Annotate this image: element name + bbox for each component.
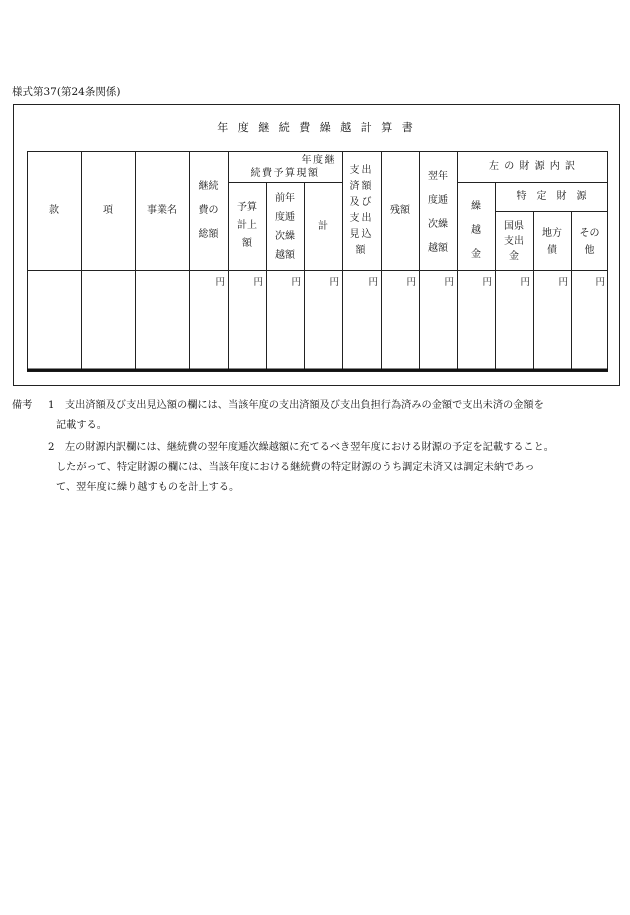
form-label: 様式第37(第24条関係): [12, 86, 121, 98]
header-yosan-keijo: 予算 計上 額: [237, 202, 257, 249]
note-1-line-2: 記載する。: [56, 420, 107, 431]
carryover-table: [27, 151, 608, 373]
header-kurikoshikin: 繰 越 金: [471, 201, 481, 260]
unit-zangaku: 円: [406, 277, 416, 288]
header-kei: 計: [318, 221, 328, 232]
unit-kokuken: 円: [520, 277, 530, 288]
unit-chihousai: 円: [558, 277, 568, 288]
unit-sonota: 円: [595, 277, 605, 288]
header-tokutei-group: 特 定 財 源: [516, 191, 587, 202]
header-kou: 項: [103, 205, 113, 216]
header-kan: 款: [49, 205, 59, 216]
unit-kurikoshikin: 円: [482, 277, 492, 288]
header-keizoku-soukaku: 継続 費の 総額: [198, 181, 219, 240]
note-2-line-1: 左の財源内訳欄には、継続費の翌年度逓次繰越額に充てるべき翌年度における財源の予定を記載すること。: [65, 442, 554, 453]
header-zangaku: 残額: [390, 205, 410, 216]
header-zennen-kurikoshi: 前年 度逓 次繰 越額: [275, 193, 295, 261]
note-1-number: 1: [48, 400, 55, 411]
unit-yosan-keijo: 円: [253, 277, 263, 288]
header-shishutsu: 支出 済額 及び 支出 見込 額: [349, 165, 374, 256]
note-2-number: 2: [48, 442, 55, 453]
header-yokunen-kurikoshi: 翌年 度逓 次繰 越額: [428, 171, 448, 254]
form-frame: [13, 104, 620, 386]
note-2-line-2: したがって、特定財源の欄には、当該年度における継続費の特定財源のうち調定未済又は調定未納であっ: [56, 462, 535, 473]
header-kokuken: 国県 支出 金: [504, 221, 524, 262]
header-sonota: その 他: [579, 228, 600, 256]
form-title: 年 度 継 続 費 繰 越 計 算 書: [217, 121, 416, 134]
notes-heading: 備考: [12, 400, 33, 411]
unit-shishutsu: 円: [368, 277, 378, 288]
note-2-line-3: て、翌年度に繰り越すものを計上する。: [56, 482, 240, 493]
unit-zennen-kurikoshi: 円: [291, 277, 301, 288]
header-zaigen-group: 左 の 財 源 内 訳: [489, 161, 576, 172]
note-1-line-1: 支出済額及び支出見込額の欄には、当該年度の支出済額及び支出負担行為済みの金額で支出未済の金額を: [65, 400, 544, 411]
unit-kei: 円: [329, 277, 339, 288]
unit-keizoku-soukaku: 円: [215, 277, 225, 288]
header-chihousai: 地方 債: [542, 228, 562, 256]
header-genkaku-group: 年度継 続費予算現額: [250, 155, 336, 179]
header-jigyo: 事業名: [147, 205, 177, 216]
unit-yokunen-kurikoshi: 円: [444, 277, 454, 288]
